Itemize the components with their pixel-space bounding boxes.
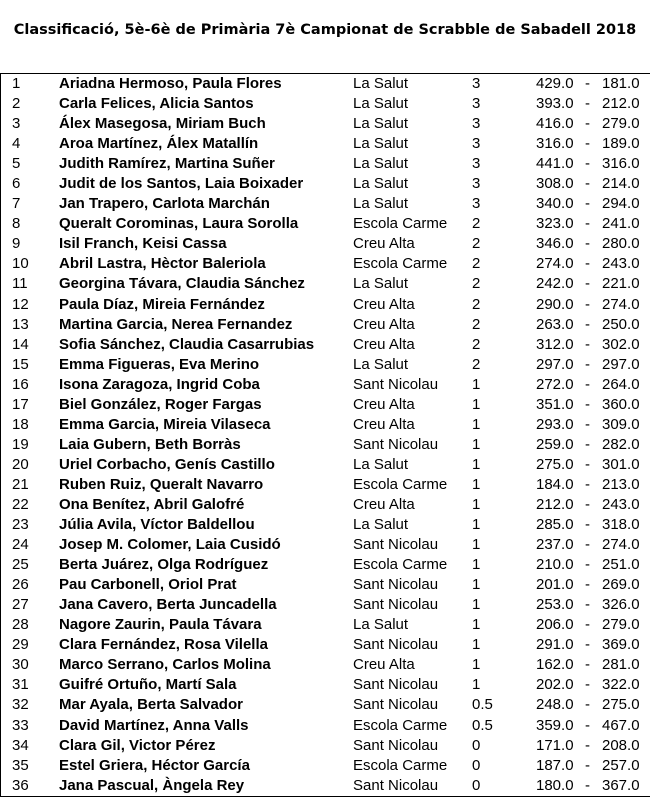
points-cell: 2 xyxy=(472,255,481,273)
club-cell: Creu Alta xyxy=(353,315,415,333)
points-cell: 0.5 xyxy=(472,716,493,734)
players-cell: Pau Carbonell, Oriol Prat xyxy=(59,576,237,594)
score-for-cell: 416.0 xyxy=(536,115,574,133)
score-separator: - xyxy=(585,235,590,253)
score-for-cell: 285.0 xyxy=(536,516,574,534)
score-for-cell: 291.0 xyxy=(536,636,574,654)
players-cell: Queralt Corominas, Laura Sorolla xyxy=(59,215,299,233)
club-cell: Sant Nicolau xyxy=(353,435,439,453)
score-separator: - xyxy=(585,435,590,453)
score-against-cell: 297.0 xyxy=(602,355,640,373)
club-cell: Sant Nicolau xyxy=(353,776,439,794)
rank-cell: 21 xyxy=(12,475,29,493)
players-cell: Isil Franch, Keisi Cassa xyxy=(59,235,227,253)
club-cell: Creu Alta xyxy=(353,395,415,413)
club-cell: Escola Carme xyxy=(353,475,448,493)
points-cell: 1 xyxy=(472,616,481,634)
table-row xyxy=(1,134,650,154)
table-row xyxy=(1,74,650,94)
points-cell: 3 xyxy=(472,75,481,92)
score-separator: - xyxy=(585,375,590,393)
points-cell: 1 xyxy=(472,556,481,574)
points-cell: 1 xyxy=(472,475,481,493)
players-cell: Emma Garcia, Mireia Vilaseca xyxy=(59,415,271,433)
club-cell: Sant Nicolau xyxy=(353,596,439,614)
score-against-cell: 279.0 xyxy=(602,115,640,133)
points-cell: 0 xyxy=(472,776,481,794)
club-cell: La Salut xyxy=(353,455,409,473)
players-cell: Josep M. Colomer, Laia Cusidó xyxy=(59,536,281,554)
table-row xyxy=(1,274,650,294)
players-cell: Uriel Corbacho, Genís Castillo xyxy=(59,455,275,473)
players-cell: Ruben Ruiz, Queralt Navarro xyxy=(59,475,264,493)
score-for-cell: 210.0 xyxy=(536,556,574,574)
score-against-cell: 274.0 xyxy=(602,536,640,554)
club-cell: La Salut xyxy=(353,155,409,173)
score-for-cell: 206.0 xyxy=(536,616,574,634)
page-title: Classificació, 5è-6è de Primària 7è Campionat de Scrabble de Sabadell 2018 xyxy=(13,22,637,38)
score-against-cell: 369.0 xyxy=(602,636,640,654)
score-for-cell: 259.0 xyxy=(536,435,574,453)
club-cell: Sant Nicolau xyxy=(353,636,439,654)
club-cell: Sant Nicolau xyxy=(353,536,439,554)
score-separator: - xyxy=(585,335,590,353)
club-cell: La Salut xyxy=(353,355,409,373)
club-cell: Escola Carme xyxy=(353,556,448,574)
score-for-cell: 212.0 xyxy=(536,495,574,513)
score-for-cell: 441.0 xyxy=(536,155,574,173)
players-cell: Paula Díaz, Mireia Fernández xyxy=(59,295,265,313)
points-cell: 2 xyxy=(472,335,481,353)
score-against-cell: 250.0 xyxy=(602,315,640,333)
points-cell: 2 xyxy=(472,235,481,253)
club-cell: Escola Carme xyxy=(353,756,448,774)
score-separator: - xyxy=(585,355,590,373)
club-cell: La Salut xyxy=(353,175,409,193)
score-for-cell: 308.0 xyxy=(536,175,574,193)
players-cell: Clara Fernández, Rosa Vilella xyxy=(59,636,268,654)
score-separator: - xyxy=(585,516,590,534)
score-against-cell: 241.0 xyxy=(602,215,640,233)
players-cell: Carla Felices, Alicia Santos xyxy=(59,95,254,113)
club-cell: Sant Nicolau xyxy=(353,375,439,393)
table-row xyxy=(1,736,650,756)
score-separator: - xyxy=(585,95,590,113)
score-for-cell: 180.0 xyxy=(536,776,574,794)
rank-cell: 27 xyxy=(12,596,29,614)
club-cell: Creu Alta xyxy=(353,415,415,433)
score-for-cell: 237.0 xyxy=(536,536,574,554)
points-cell: 3 xyxy=(472,175,481,193)
club-cell: La Salut xyxy=(353,195,409,213)
table-row xyxy=(1,395,650,415)
score-against-cell: 326.0 xyxy=(602,596,640,614)
score-separator: - xyxy=(585,195,590,213)
score-for-cell: 316.0 xyxy=(536,135,574,153)
score-separator: - xyxy=(585,75,590,92)
rank-cell: 3 xyxy=(12,115,21,133)
score-for-cell: 162.0 xyxy=(536,656,574,674)
score-separator: - xyxy=(585,656,590,674)
score-against-cell: 467.0 xyxy=(602,716,640,734)
table-row xyxy=(1,254,650,274)
players-cell: Ona Benítez, Abril Galofré xyxy=(59,495,245,513)
score-against-cell: 318.0 xyxy=(602,516,640,534)
table-row xyxy=(1,315,650,335)
table-row xyxy=(1,335,650,355)
score-separator: - xyxy=(585,756,590,774)
rank-cell: 33 xyxy=(12,716,29,734)
score-separator: - xyxy=(585,455,590,473)
score-separator: - xyxy=(585,135,590,153)
table-row xyxy=(1,635,650,655)
score-against-cell: 294.0 xyxy=(602,195,640,213)
score-separator: - xyxy=(585,295,590,313)
score-for-cell: 187.0 xyxy=(536,756,574,774)
score-separator: - xyxy=(585,576,590,594)
score-against-cell: 360.0 xyxy=(602,395,640,413)
rank-cell: 34 xyxy=(12,736,29,754)
rank-cell: 5 xyxy=(12,155,21,173)
rank-cell: 24 xyxy=(12,536,29,554)
club-cell: La Salut xyxy=(353,275,409,293)
club-cell: La Salut xyxy=(353,516,409,534)
score-for-cell: 293.0 xyxy=(536,415,574,433)
score-for-cell: 248.0 xyxy=(536,696,574,714)
points-cell: 1 xyxy=(472,415,481,433)
rank-cell: 2 xyxy=(12,95,21,113)
table-row xyxy=(1,756,650,776)
score-against-cell: 274.0 xyxy=(602,295,640,313)
score-for-cell: 275.0 xyxy=(536,455,574,473)
rank-cell: 28 xyxy=(12,616,29,634)
players-cell: Jana Pascual, Àngela Rey xyxy=(59,776,245,794)
score-separator: - xyxy=(585,255,590,273)
score-against-cell: 281.0 xyxy=(602,656,640,674)
points-cell: 2 xyxy=(472,315,481,333)
club-cell: Creu Alta xyxy=(353,235,415,253)
players-cell: Abril Lastra, Hèctor Baleriola xyxy=(59,255,266,273)
points-cell: 0 xyxy=(472,736,481,754)
score-against-cell: 212.0 xyxy=(602,95,640,113)
rank-cell: 11 xyxy=(12,275,28,293)
score-for-cell: 201.0 xyxy=(536,576,574,594)
table-row xyxy=(1,716,650,736)
score-against-cell: 302.0 xyxy=(602,335,640,353)
players-cell: Isona Zaragoza, Ingrid Coba xyxy=(59,375,260,393)
rank-cell: 31 xyxy=(12,676,29,694)
club-cell: Creu Alta xyxy=(353,295,415,313)
rank-cell: 29 xyxy=(12,636,29,654)
club-cell: Escola Carme xyxy=(353,215,448,233)
score-separator: - xyxy=(585,315,590,333)
table-row xyxy=(1,655,650,675)
points-cell: 1 xyxy=(472,636,481,654)
table-row xyxy=(1,575,650,595)
score-against-cell: 282.0 xyxy=(602,435,640,453)
players-cell: David Martínez, Anna Valls xyxy=(59,716,249,734)
score-separator: - xyxy=(585,696,590,714)
score-separator: - xyxy=(585,716,590,734)
score-against-cell: 269.0 xyxy=(602,576,640,594)
table-row xyxy=(1,495,650,515)
score-for-cell: 351.0 xyxy=(536,395,574,413)
score-for-cell: 274.0 xyxy=(536,255,574,273)
score-against-cell: 279.0 xyxy=(602,616,640,634)
players-cell: Martina Garcia, Nerea Fernandez xyxy=(59,315,293,333)
points-cell: 1 xyxy=(472,536,481,554)
points-cell: 3 xyxy=(472,195,481,213)
points-cell: 1 xyxy=(472,435,481,453)
score-for-cell: 312.0 xyxy=(536,335,574,353)
score-for-cell: 393.0 xyxy=(536,95,574,113)
points-cell: 3 xyxy=(472,155,481,173)
score-against-cell: 189.0 xyxy=(602,135,640,153)
score-separator: - xyxy=(585,155,590,173)
score-for-cell: 340.0 xyxy=(536,195,574,213)
table-row xyxy=(1,776,650,796)
score-against-cell: 264.0 xyxy=(602,375,640,393)
rank-cell: 30 xyxy=(12,656,29,674)
score-separator: - xyxy=(585,616,590,634)
players-cell: Berta Juárez, Olga Rodríguez xyxy=(59,556,269,574)
score-separator: - xyxy=(585,395,590,413)
points-cell: 1 xyxy=(472,495,481,513)
score-against-cell: 221.0 xyxy=(602,275,640,293)
score-against-cell: 243.0 xyxy=(602,495,640,513)
players-cell: Guifré Ortuño, Martí Sala xyxy=(59,676,237,694)
players-cell: Judith Ramírez, Martina Suñer xyxy=(59,155,275,173)
table-row xyxy=(1,214,650,234)
rank-cell: 4 xyxy=(12,135,21,153)
score-separator: - xyxy=(585,495,590,513)
points-cell: 2 xyxy=(472,295,481,313)
table-row xyxy=(1,615,650,635)
players-cell: Clara Gil, Victor Pérez xyxy=(59,736,216,754)
rank-cell: 18 xyxy=(12,415,29,433)
table-row xyxy=(1,695,650,715)
players-cell: Emma Figueras, Eva Merino xyxy=(59,355,260,373)
score-separator: - xyxy=(585,536,590,554)
score-against-cell: 257.0 xyxy=(602,756,640,774)
score-against-cell: 243.0 xyxy=(602,255,640,273)
score-separator: - xyxy=(585,115,590,133)
rank-cell: 1 xyxy=(12,75,21,92)
table-row xyxy=(1,194,650,214)
club-cell: Sant Nicolau xyxy=(353,676,439,694)
score-for-cell: 171.0 xyxy=(536,736,574,754)
club-cell: Sant Nicolau xyxy=(353,696,439,714)
players-cell: Ariadna Hermoso, Paula Flores xyxy=(59,75,282,92)
score-for-cell: 263.0 xyxy=(536,315,574,333)
score-against-cell: 280.0 xyxy=(602,235,640,253)
players-cell: Georgina Távara, Claudia Sánchez xyxy=(59,275,305,293)
table-row xyxy=(1,174,650,194)
score-separator: - xyxy=(585,776,590,794)
rank-cell: 32 xyxy=(12,696,29,714)
players-cell: Judit de los Santos, Laia Boixader xyxy=(59,175,304,193)
points-cell: 2 xyxy=(472,215,481,233)
points-cell: 1 xyxy=(472,676,481,694)
rank-cell: 12 xyxy=(12,295,29,313)
rank-cell: 35 xyxy=(12,756,29,774)
score-for-cell: 202.0 xyxy=(536,676,574,694)
table-row xyxy=(1,675,650,695)
score-against-cell: 367.0 xyxy=(602,776,640,794)
players-cell: Nagore Zaurin, Paula Távara xyxy=(59,616,262,634)
players-cell: Jana Cavero, Berta Juncadella xyxy=(59,596,277,614)
table-row xyxy=(1,595,650,615)
points-cell: 3 xyxy=(472,115,481,133)
table-row xyxy=(1,415,650,435)
score-separator: - xyxy=(585,556,590,574)
score-against-cell: 316.0 xyxy=(602,155,640,173)
score-separator: - xyxy=(585,415,590,433)
players-cell: Laia Gubern, Beth Borràs xyxy=(59,435,241,453)
points-cell: 1 xyxy=(472,395,481,413)
rank-cell: 13 xyxy=(12,315,29,333)
score-for-cell: 290.0 xyxy=(536,295,574,313)
rank-cell: 7 xyxy=(12,195,21,213)
points-cell: 0 xyxy=(472,756,481,774)
table-row xyxy=(1,94,650,114)
rank-cell: 9 xyxy=(12,235,21,253)
score-separator: - xyxy=(585,636,590,654)
score-separator: - xyxy=(585,736,590,754)
rank-cell: 22 xyxy=(12,495,29,513)
club-cell: Creu Alta xyxy=(353,335,415,353)
players-cell: Estel Griera, Héctor García xyxy=(59,756,250,774)
score-separator: - xyxy=(585,275,590,293)
score-for-cell: 323.0 xyxy=(536,215,574,233)
score-against-cell: 309.0 xyxy=(602,415,640,433)
score-against-cell: 301.0 xyxy=(602,455,640,473)
table-row xyxy=(1,435,650,455)
rank-cell: 36 xyxy=(12,776,29,794)
table-row xyxy=(1,515,650,535)
club-cell: Creu Alta xyxy=(353,656,415,674)
points-cell: 1 xyxy=(472,656,481,674)
club-cell: La Salut xyxy=(353,75,409,92)
rank-cell: 15 xyxy=(12,355,29,373)
score-for-cell: 346.0 xyxy=(536,235,574,253)
players-cell: Marco Serrano, Carlos Molina xyxy=(59,656,271,674)
rank-cell: 10 xyxy=(12,255,29,273)
club-cell: La Salut xyxy=(353,115,409,133)
score-separator: - xyxy=(585,215,590,233)
rank-cell: 17 xyxy=(12,395,29,413)
score-against-cell: 214.0 xyxy=(602,175,640,193)
players-cell: Jan Trapero, Carlota Marchán xyxy=(59,195,270,213)
score-for-cell: 359.0 xyxy=(536,716,574,734)
score-against-cell: 322.0 xyxy=(602,676,640,694)
score-for-cell: 297.0 xyxy=(536,355,574,373)
table-row xyxy=(1,295,650,315)
club-cell: Escola Carme xyxy=(353,255,448,273)
players-cell: Júlia Avila, Víctor Baldellou xyxy=(59,516,255,534)
points-cell: 3 xyxy=(472,95,481,113)
score-separator: - xyxy=(585,175,590,193)
rank-cell: 23 xyxy=(12,516,29,534)
rank-cell: 14 xyxy=(12,335,29,353)
players-cell: Álex Masegosa, Miriam Buch xyxy=(59,115,266,133)
score-for-cell: 253.0 xyxy=(536,596,574,614)
rank-cell: 8 xyxy=(12,215,21,233)
points-cell: 1 xyxy=(472,576,481,594)
players-cell: Sofia Sánchez, Claudia Casarrubias xyxy=(59,335,315,353)
score-for-cell: 272.0 xyxy=(536,375,574,393)
club-cell: Escola Carme xyxy=(353,716,448,734)
points-cell: 0.5 xyxy=(472,696,493,714)
table-row xyxy=(1,114,650,134)
points-cell: 1 xyxy=(472,375,481,393)
table-row xyxy=(1,475,650,495)
points-cell: 1 xyxy=(472,596,481,614)
standings-table xyxy=(0,73,650,797)
score-against-cell: 213.0 xyxy=(602,475,640,493)
rank-cell: 26 xyxy=(12,576,29,594)
club-cell: Sant Nicolau xyxy=(353,576,439,594)
points-cell: 3 xyxy=(472,135,481,153)
points-cell: 2 xyxy=(472,355,481,373)
rank-cell: 25 xyxy=(12,556,29,574)
rank-cell: 6 xyxy=(12,175,21,193)
players-cell: Biel González, Roger Fargas xyxy=(59,395,262,413)
table-row xyxy=(1,555,650,575)
club-cell: La Salut xyxy=(353,95,409,113)
score-against-cell: 181.0 xyxy=(602,75,640,92)
table-row xyxy=(1,154,650,174)
club-cell: Creu Alta xyxy=(353,495,415,513)
score-for-cell: 429.0 xyxy=(536,75,574,92)
club-cell: Sant Nicolau xyxy=(353,736,439,754)
players-cell: Aroa Martínez, Álex Matallín xyxy=(59,135,259,153)
table-row xyxy=(1,234,650,254)
score-for-cell: 184.0 xyxy=(536,475,574,493)
score-against-cell: 251.0 xyxy=(602,556,640,574)
score-against-cell: 275.0 xyxy=(602,696,640,714)
score-separator: - xyxy=(585,475,590,493)
score-separator: - xyxy=(585,596,590,614)
club-cell: La Salut xyxy=(353,616,409,634)
players-cell: Mar Ayala, Berta Salvador xyxy=(59,696,243,714)
rank-cell: 20 xyxy=(12,455,29,473)
rank-cell: 16 xyxy=(12,375,29,393)
points-cell: 2 xyxy=(472,275,481,293)
points-cell: 1 xyxy=(472,455,481,473)
table-row xyxy=(1,355,650,375)
table-row xyxy=(1,455,650,475)
rank-cell: 19 xyxy=(12,435,29,453)
score-for-cell: 242.0 xyxy=(536,275,574,293)
score-separator: - xyxy=(585,676,590,694)
table-row xyxy=(1,375,650,395)
score-against-cell: 208.0 xyxy=(602,736,640,754)
table-row xyxy=(1,535,650,555)
club-cell: La Salut xyxy=(353,135,409,153)
points-cell: 1 xyxy=(472,516,481,534)
